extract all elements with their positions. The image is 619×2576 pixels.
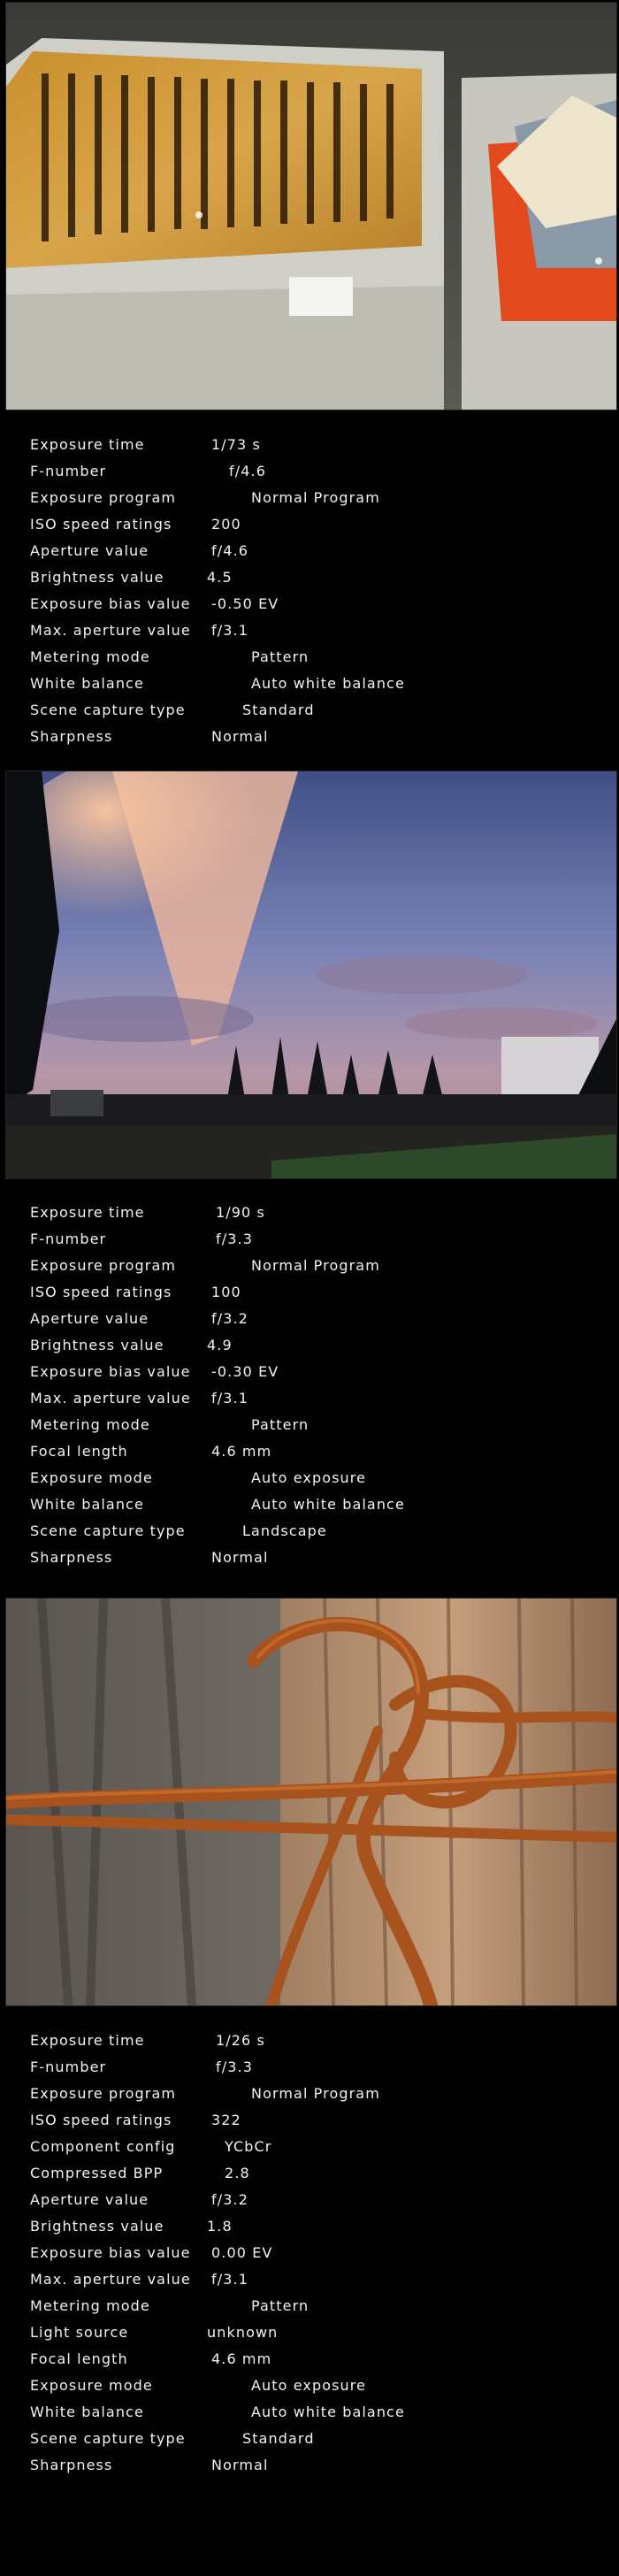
exif-value: Normal Program (251, 2085, 380, 2102)
exif-label: Scene capture type (30, 2430, 186, 2447)
exif-row (30, 2319, 596, 2346)
exif-label: ISO speed ratings (30, 1284, 172, 1300)
exif-label: Brightness value (30, 1337, 164, 1353)
exif-label: Metering mode (30, 648, 150, 665)
exif-label: Exposure bias value (30, 1363, 191, 1380)
exif-value: f/3.1 (211, 1390, 248, 1407)
exif-label: F-number (30, 1230, 107, 1247)
exif-row (30, 1438, 596, 1465)
exif-row (30, 2240, 596, 2266)
exif-row (30, 1332, 596, 1359)
exif-row (30, 432, 596, 458)
exif-row (30, 1465, 596, 1491)
exif-label: Scene capture type (30, 702, 186, 718)
exif-row (30, 644, 596, 671)
exif-panel-3 (30, 2028, 596, 2479)
exif-row (30, 1518, 596, 1545)
exif-value: 4.5 (207, 569, 233, 586)
exif-row (30, 1491, 596, 1518)
exif-label: Sharpness (30, 2457, 113, 2473)
exif-value: 1/90 s (216, 1204, 265, 1221)
exif-label: Max. aperture value (30, 1390, 191, 1407)
exif-row (30, 1200, 596, 1226)
exif-row (30, 2426, 596, 2452)
exif-row (30, 697, 596, 724)
exif-row (30, 2452, 596, 2479)
exif-value: f/4.6 (229, 463, 266, 479)
exif-value: f/3.3 (216, 1230, 253, 1247)
exif-label: White balance (30, 1496, 144, 1513)
exif-value: 1/73 s (211, 436, 261, 453)
exif-label: Exposure mode (30, 2377, 153, 2394)
exif-row (30, 2107, 596, 2134)
exif-row (30, 2187, 596, 2213)
exif-row (30, 2213, 596, 2240)
exif-label: Exposure program (30, 489, 177, 506)
exif-value: Standard (242, 702, 315, 718)
exif-value: f/4.6 (211, 542, 248, 559)
exif-row (30, 2081, 596, 2107)
exif-label: White balance (30, 2404, 144, 2420)
exif-panel-1 (30, 432, 596, 750)
exif-label: Brightness value (30, 2218, 164, 2235)
exif-value: 1.8 (207, 2218, 233, 2235)
exif-label: F-number (30, 463, 107, 479)
exif-value: Standard (242, 2430, 315, 2447)
exif-row (30, 1412, 596, 1438)
exif-value: f/3.3 (216, 2058, 253, 2075)
exif-row (30, 2266, 596, 2293)
exif-value: Pattern (251, 2297, 310, 2314)
exif-label: Metering mode (30, 1416, 150, 1433)
rusty-wire-image (6, 1598, 616, 2005)
exif-value: 2.8 (225, 2165, 250, 2181)
exif-row (30, 617, 596, 644)
exif-row (30, 564, 596, 591)
exif-row (30, 511, 596, 538)
exif-row (30, 724, 596, 750)
exif-value: 4.6 mm (211, 1443, 272, 1460)
exif-label: F-number (30, 2058, 107, 2075)
exif-value: Auto white balance (251, 2404, 405, 2420)
exif-value: Landscape (242, 1522, 327, 1539)
photo-rusty-wire (5, 1598, 617, 2006)
exif-value: f/3.1 (211, 2271, 248, 2288)
exif-label: Exposure time (30, 2032, 145, 2049)
exif-value: Pattern (251, 648, 310, 665)
exif-label: Metering mode (30, 2297, 150, 2314)
exif-row (30, 1253, 596, 1279)
exif-label: Focal length (30, 1443, 128, 1460)
exif-value: Normal Program (251, 489, 380, 506)
exif-value: Pattern (251, 1416, 310, 1433)
exif-label: Sharpness (30, 1549, 113, 1566)
exif-value: f/3.2 (211, 1310, 248, 1327)
photo-sunset (5, 770, 617, 1179)
exif-row (30, 2160, 596, 2187)
exif-row (30, 1545, 596, 1571)
exif-label: Exposure bias value (30, 595, 191, 612)
exif-value: Auto exposure (251, 2377, 367, 2394)
exif-label: Scene capture type (30, 1522, 186, 1539)
exif-label: Exposure program (30, 2085, 177, 2102)
exif-row (30, 485, 596, 511)
exif-row (30, 1279, 596, 1306)
exif-label: Exposure time (30, 436, 145, 453)
photo-calligraphy (5, 2, 617, 410)
exif-label: Aperture value (30, 542, 149, 559)
exif-value: f/3.2 (211, 2191, 248, 2208)
exif-label: ISO speed ratings (30, 516, 172, 533)
exif-row (30, 538, 596, 564)
exif-value: Normal Program (251, 1257, 380, 1274)
exif-value: -0.30 EV (211, 1363, 279, 1380)
exif-value: Auto white balance (251, 1496, 405, 1513)
exif-label: Brightness value (30, 569, 164, 586)
exif-label: Exposure time (30, 1204, 145, 1221)
exif-label: Aperture value (30, 2191, 149, 2208)
exif-label: Exposure mode (30, 1469, 153, 1486)
exif-label: Focal length (30, 2350, 128, 2367)
exif-value: 100 (211, 1284, 241, 1300)
exif-label: Sharpness (30, 728, 113, 745)
exif-label: Max. aperture value (30, 622, 191, 639)
exif-label: Aperture value (30, 1310, 149, 1327)
exif-row (30, 2346, 596, 2373)
exif-value: 1/26 s (216, 2032, 265, 2049)
exif-panel-2 (30, 1200, 596, 1571)
exif-row (30, 2373, 596, 2399)
exif-row (30, 671, 596, 697)
exif-label: Component config (30, 2138, 176, 2155)
exif-row (30, 591, 596, 617)
exif-value: 322 (211, 2112, 241, 2128)
exif-label: ISO speed ratings (30, 2112, 172, 2128)
exif-value: 4.6 mm (211, 2350, 272, 2367)
exif-row (30, 2399, 596, 2426)
exif-row (30, 2134, 596, 2160)
exif-value: 200 (211, 516, 241, 533)
exif-value: Auto white balance (251, 675, 405, 692)
exif-row (30, 1226, 596, 1253)
exif-value: Normal (211, 1549, 269, 1566)
exif-value: -0.50 EV (211, 595, 279, 612)
exif-label: Compressed BPP (30, 2165, 164, 2181)
exif-label: Exposure bias value (30, 2244, 191, 2261)
exif-value: Normal (211, 728, 269, 745)
exif-value: Auto exposure (251, 1469, 367, 1486)
exif-value: 0.00 EV (211, 2244, 273, 2261)
exif-value: 4.9 (207, 1337, 233, 1353)
exif-value: f/3.1 (211, 622, 248, 639)
exif-row (30, 2293, 596, 2319)
sunset-sky-image (6, 771, 616, 1178)
exif-value: unknown (207, 2324, 279, 2341)
exif-value: Normal (211, 2457, 269, 2473)
exif-row (30, 2028, 596, 2054)
exif-row (30, 1385, 596, 1412)
exif-row (30, 2054, 596, 2081)
exif-label: White balance (30, 675, 144, 692)
exif-row (30, 458, 596, 485)
exif-value: YCbCr (225, 2138, 272, 2155)
exif-label: Exposure program (30, 1257, 177, 1274)
exif-label: Max. aperture value (30, 2271, 191, 2288)
exif-row (30, 1359, 596, 1385)
calligraphy-scroll-image (6, 3, 616, 410)
exif-label: Light source (30, 2324, 129, 2341)
exif-row (30, 1306, 596, 1332)
